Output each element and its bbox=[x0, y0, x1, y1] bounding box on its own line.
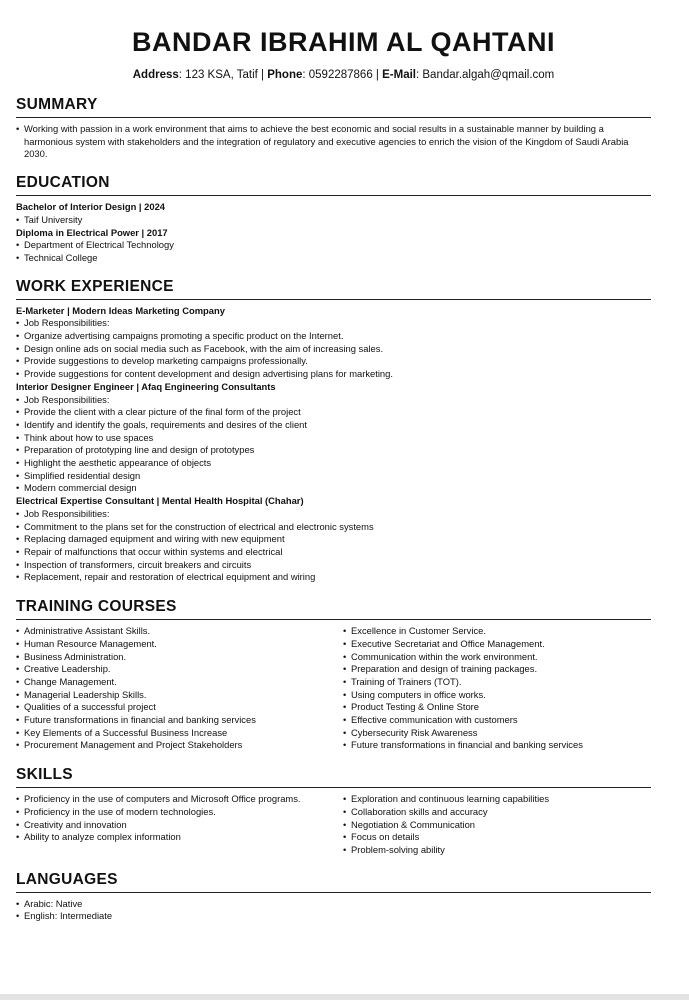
bullet-icon: • bbox=[16, 342, 20, 354]
summary-section bbox=[16, 96, 649, 161]
training-right-column bbox=[343, 625, 649, 752]
section-divider bbox=[16, 117, 651, 118]
bullet-icon: • bbox=[16, 714, 20, 726]
list-item: • Qualities of a successful project bbox=[16, 701, 156, 713]
list-item: • Provide suggestions for content development and design advertising plans for marketing. bbox=[16, 368, 393, 380]
list-item: • Excellence in Customer Service. bbox=[343, 625, 486, 637]
bullet-icon: • bbox=[16, 625, 20, 637]
list-item: • Communication within the work environment. bbox=[343, 650, 538, 662]
list-item: • Identify and identify the goals, requirements and desires of the client bbox=[16, 418, 307, 430]
section-divider bbox=[16, 299, 651, 300]
skills-title: SKILLS bbox=[16, 766, 73, 784]
list-item: • Key Elements of a Successful Business Increase bbox=[16, 726, 228, 738]
list-item: • Provide the client with a clear picture of the final form of the project bbox=[16, 406, 301, 418]
section-divider bbox=[16, 619, 651, 620]
bullet-icon: • bbox=[343, 701, 347, 713]
bullet-icon: • bbox=[343, 843, 347, 855]
list-item: • Collaboration skills and accuracy bbox=[343, 805, 488, 817]
list-item: • Proficiency in the use of modern technologies. bbox=[16, 805, 216, 817]
bullet-icon: • bbox=[343, 831, 347, 843]
list-item: • Focus on details bbox=[343, 831, 420, 843]
experience-title: WORK EXPERIENCE bbox=[16, 277, 174, 295]
bullet-icon: • bbox=[16, 739, 20, 751]
bullet-icon: • bbox=[16, 213, 20, 225]
list-item: • Arabic: Native bbox=[16, 897, 83, 909]
bullet-icon: • bbox=[16, 663, 20, 675]
list-item: • Negotiation & Communication bbox=[343, 818, 476, 830]
bullet-icon: • bbox=[16, 482, 20, 494]
bullet-icon: • bbox=[16, 793, 20, 805]
list-item: • Creativity and innovation bbox=[16, 818, 127, 830]
skills-right-column bbox=[343, 793, 649, 857]
bullet-icon: • bbox=[343, 818, 347, 830]
list-item: • Proficiency in the use of computers and Microsoft Office programs. bbox=[16, 793, 301, 805]
list-item: • Exploration and continuous learning capabilities bbox=[343, 793, 550, 805]
list-item: • English: Intermediate bbox=[16, 910, 113, 922]
bullet-icon: • bbox=[16, 533, 20, 545]
phone-value: 0592287866 bbox=[308, 69, 373, 81]
skills-section bbox=[16, 766, 649, 857]
list-item: • Executive Secretariat and Office Management. bbox=[343, 637, 545, 649]
bullet-icon: • bbox=[16, 897, 20, 909]
job-heading: Electrical Expertise Consultant | Mental Health Hospital (Chahar) bbox=[16, 495, 304, 507]
education-heading: Diploma in Electrical Power | 2017 bbox=[16, 226, 168, 238]
job-heading: Interior Designer Engineer | Afaq Engineering Consultants bbox=[16, 380, 276, 392]
bullet-icon: • bbox=[343, 675, 347, 687]
bullet-icon: • bbox=[16, 239, 20, 251]
list-item: • Creative Leadership. bbox=[16, 663, 111, 675]
list-item: • Future transformations in financial and banking services bbox=[343, 739, 583, 751]
summary-item bbox=[16, 123, 649, 161]
bullet-icon: • bbox=[16, 251, 20, 263]
bullet-icon: • bbox=[16, 520, 20, 532]
list-item: • Provide suggestions to develop marketing campaigns professionally. bbox=[16, 355, 308, 367]
bullet-icon: • bbox=[16, 637, 20, 649]
skills-left-column bbox=[16, 793, 343, 857]
education-heading: Bachelor of Interior Design | 2024 bbox=[16, 201, 166, 213]
list-item: • Highlight the aesthetic appearance of objects bbox=[16, 457, 212, 469]
list-item: • Job Responsibilities: bbox=[16, 393, 110, 405]
bullet-icon: • bbox=[343, 793, 347, 805]
training-title: TRAINING COURSES bbox=[16, 598, 177, 616]
list-item: • Business Administration. bbox=[16, 650, 127, 662]
bullet-icon: • bbox=[16, 444, 20, 456]
bullet-icon: • bbox=[16, 675, 20, 687]
list-item: • Department of Electrical Technology bbox=[16, 239, 174, 251]
languages-title: LANGUAGES bbox=[16, 870, 118, 888]
list-item: • Job Responsibilities: bbox=[16, 317, 110, 329]
bullet-icon: • bbox=[16, 123, 20, 134]
list-item: • Future transformations in financial and banking services bbox=[16, 714, 256, 726]
list-item: • Problem-solving ability bbox=[343, 843, 445, 855]
bullet-icon: • bbox=[16, 571, 20, 583]
training-left-column bbox=[16, 625, 343, 752]
phone-label: Phone bbox=[267, 69, 303, 81]
bullet-icon: • bbox=[16, 317, 20, 329]
education-title: EDUCATION bbox=[16, 174, 110, 192]
bullet-icon: • bbox=[343, 739, 347, 751]
bullet-icon: • bbox=[16, 818, 20, 830]
bullet-icon: • bbox=[343, 688, 347, 700]
bullet-icon: • bbox=[16, 545, 20, 557]
list-item: • Repair of malfunctions that occur within systems and electrical bbox=[16, 545, 283, 557]
section-divider bbox=[16, 195, 651, 196]
education-section bbox=[16, 174, 649, 265]
bullet-icon: • bbox=[343, 637, 347, 649]
candidate-name: BANDAR IBRAHIM AL QAHTANI bbox=[132, 27, 555, 57]
bullet-icon: • bbox=[343, 625, 347, 637]
list-item: • Managerial Leadership Skills. bbox=[16, 688, 147, 700]
bullet-icon: • bbox=[16, 393, 20, 405]
job-heading: E-Marketer | Modern Ideas Marketing Company bbox=[16, 304, 225, 316]
bullet-icon: • bbox=[343, 663, 347, 675]
bullet-icon: • bbox=[16, 330, 20, 342]
summary-title: SUMMARY bbox=[16, 96, 98, 113]
contact-line: Address: 123 KSA, Tatif | Phone: 0592287866 | E-Mail: Bandar.algah@qmail.com bbox=[132, 69, 555, 81]
summary-text: Working with passion in a work environment that aims to achieve the best economic and social results in a sustainable manner by building a harmonious system with stakeholders and the integration of regulatory and executive agencies to enrich the vision of the Kingdom of Saudi Arabia 2030. bbox=[24, 123, 629, 160]
list-item: • Simplified residential design bbox=[16, 469, 141, 481]
bullet-icon: • bbox=[16, 469, 20, 481]
list-item: • Inspection of transformers, circuit breakers and circuits bbox=[16, 558, 252, 570]
list-item: • Cybersecurity Risk Awareness bbox=[343, 726, 478, 738]
list-item: • Product Testing & Online Store bbox=[343, 701, 480, 713]
bullet-icon: • bbox=[16, 368, 20, 380]
list-item: • Organize advertising campaigns promoting a specific product on the Internet. bbox=[16, 330, 344, 342]
bullet-icon: • bbox=[16, 431, 20, 443]
list-item: • Using computers in office works. bbox=[343, 688, 486, 700]
bullet-icon: • bbox=[16, 701, 20, 713]
training-section bbox=[16, 598, 649, 752]
email-label: E-Mail bbox=[382, 69, 416, 81]
bullet-icon: • bbox=[343, 805, 347, 817]
training-columns bbox=[16, 625, 649, 752]
bullet-icon: • bbox=[16, 650, 20, 662]
list-item: • Administrative Assistant Skills. bbox=[16, 625, 151, 637]
address-value: 123 KSA, Tatif bbox=[185, 69, 258, 81]
list-item: • Effective communication with customers bbox=[343, 714, 518, 726]
list-item: • Training of Trainers (TOT). bbox=[343, 675, 462, 687]
list-item: • Change Management. bbox=[16, 675, 117, 687]
bullet-icon: • bbox=[16, 507, 20, 519]
bullet-icon: • bbox=[343, 714, 347, 726]
bullet-icon: • bbox=[343, 726, 347, 738]
bullet-icon: • bbox=[16, 910, 20, 922]
list-item: • Human Resource Management. bbox=[16, 637, 157, 649]
list-item: • Taif University bbox=[16, 213, 83, 225]
list-item: • Job Responsibilities: bbox=[16, 507, 110, 519]
bullet-icon: • bbox=[16, 457, 20, 469]
list-item: • Ability to analyze complex information bbox=[16, 831, 181, 843]
address-label: Address bbox=[132, 69, 179, 81]
list-item: • Replacement, repair and restoration of electrical equipment and wiring bbox=[16, 571, 316, 583]
list-item: • Design online ads on social media such as Facebook, with the aim of increasing sales. bbox=[16, 342, 384, 354]
bullet-icon: • bbox=[16, 558, 20, 570]
list-item: • Think about how to use spaces bbox=[16, 431, 154, 443]
bullet-icon: • bbox=[16, 355, 20, 367]
list-item: • Modern commercial design bbox=[16, 482, 137, 494]
experience-section bbox=[16, 278, 649, 584]
list-item: • Preparation of prototyping line and design of prototypes bbox=[16, 444, 255, 456]
bullet-icon: • bbox=[16, 726, 20, 738]
section-divider bbox=[16, 787, 651, 788]
bullet-icon: • bbox=[16, 831, 20, 843]
bullet-icon: • bbox=[16, 805, 20, 817]
bullet-icon: • bbox=[16, 418, 20, 430]
section-divider bbox=[16, 892, 651, 893]
bullet-icon: • bbox=[343, 650, 347, 662]
email-value: Bandar.algah@qmail.com bbox=[422, 69, 555, 81]
list-item: • Replacing damaged equipment and wiring with new equipment bbox=[16, 533, 285, 545]
list-item: • Preparation and design of training packages. bbox=[343, 663, 538, 675]
page-bottom-edge bbox=[0, 994, 689, 1000]
skills-columns bbox=[16, 793, 649, 857]
list-item: • Procurement Management and Project Stakeholders bbox=[16, 739, 243, 751]
list-item: • Technical College bbox=[16, 251, 98, 263]
bullet-icon: • bbox=[16, 688, 20, 700]
bullet-icon: • bbox=[16, 406, 20, 418]
list-item: • Commitment to the plans set for the construction of electrical and electronic systems bbox=[16, 520, 374, 532]
languages-section bbox=[16, 871, 649, 923]
